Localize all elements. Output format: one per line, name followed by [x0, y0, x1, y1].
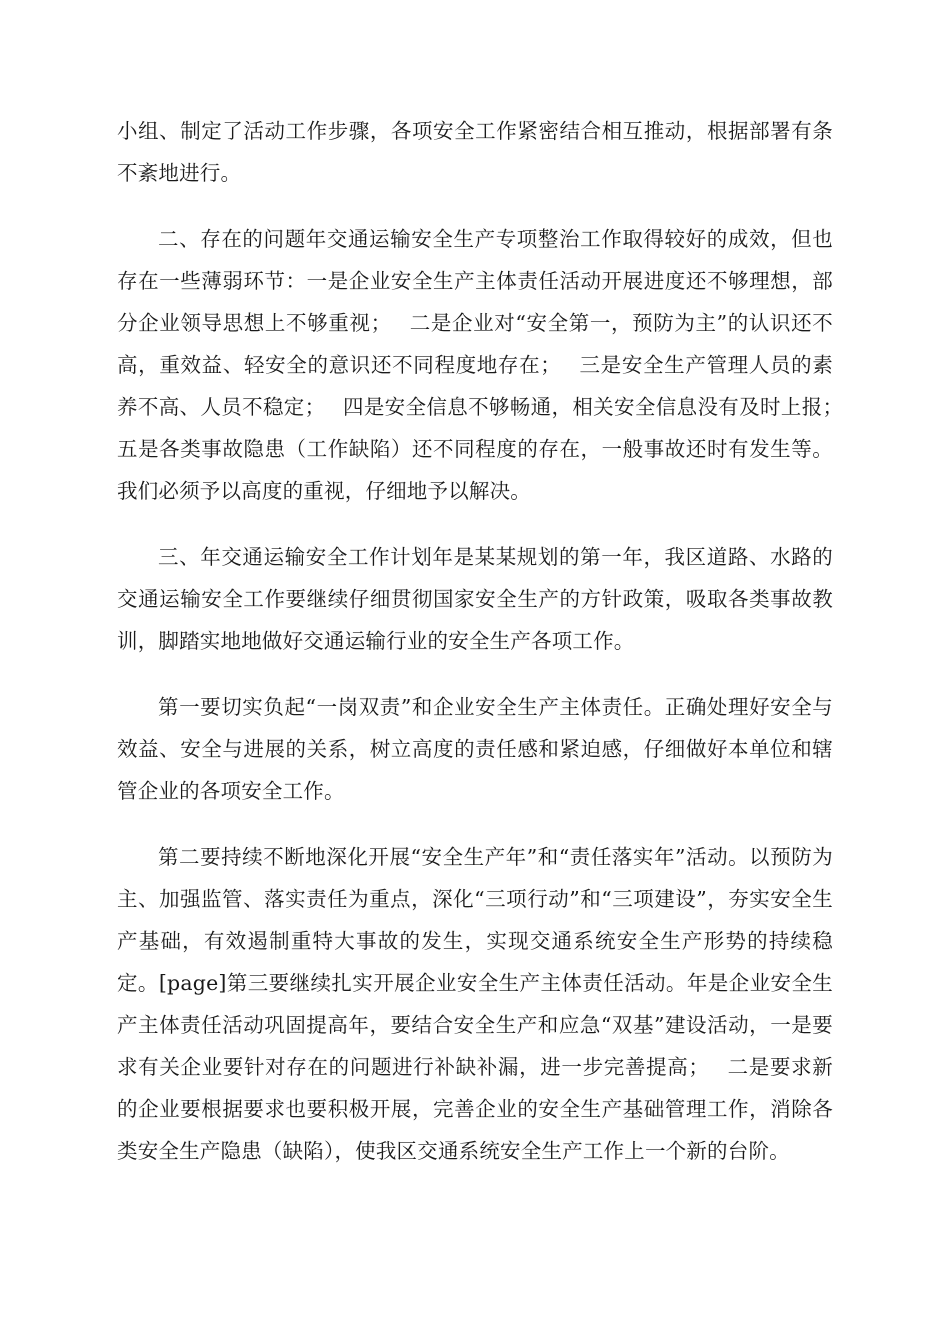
document-page	[117, 110, 861, 1196]
paragraph-problems: 二、存在的问题年交通运输安全生产专项整治工作取得较好的成效，但也存在一些薄弱环节：一是企业安全生产主体责任活动开展进度还不够理想，部分企业领导思想上不够重视； 二是企业对“安全第一，预防为主”的认识还不高，重效益、轻安全的意识还不同程度地存在； 三是安全生产管理人员的素养不高、人员不稳定； 四是安全信息不够畅通，相关安全信息没有及时上报； 五是各类事故隐患（工作缺陷）还不同程度的存在，一般事故还时有发生等。我们必须予以高度的重视，仔细地予以解决。	[117, 227, 861, 503]
paragraph-work-plan: 三、年交通运输安全工作计划年是某某规划的第一年，我区道路、水路的交通运输安全工作要继续仔细贯彻国家安全生产的方针政策，吸取各类事故教训，脚踏实地地做好交通运输行业的安全生产各项工作。	[117, 545, 833, 653]
paragraph-first-requirement: 第一要切实负起“一岗双责”和企业安全生产主体责任。正确处理好安全与效益、安全与进展的关系，树立高度的责任感和紧迫感，仔细做好本单位和辖管企业的各项安全工作。	[117, 695, 833, 803]
paragraph-second-third-requirement: 第二要持续不断地深化开展“安全生产年”和“责任落实年”活动。以预防为主、加强监管、落实责任为重点，深化“三项行动”和“三项建设”，夯实安全生产基础，有效遏制重特大事故的发生，实现交通系统安全生产形势的持续稳定。[page]第三要继续扎实开展企业安全生产主体责任活动。年是企业安全生产主体责任活动巩固提高年，要结合安全生产和应急“双基”建设活动，一是要求有关企业要针对存在的问题进行补缺补漏，进一步完善提高； 二是要求新的企业要根据要求也要积极开展，完善企业的安全生产基础管理工作，消除各类安全生产隐患（缺陷），使我区交通系统安全生产工作上一个新的台阶。	[117, 845, 833, 1163]
paragraph-intro-continuation: 小组、制定了活动工作步骤，各项安全工作紧密结合相互推动，根据部署有条不紊地进行。	[117, 119, 833, 185]
